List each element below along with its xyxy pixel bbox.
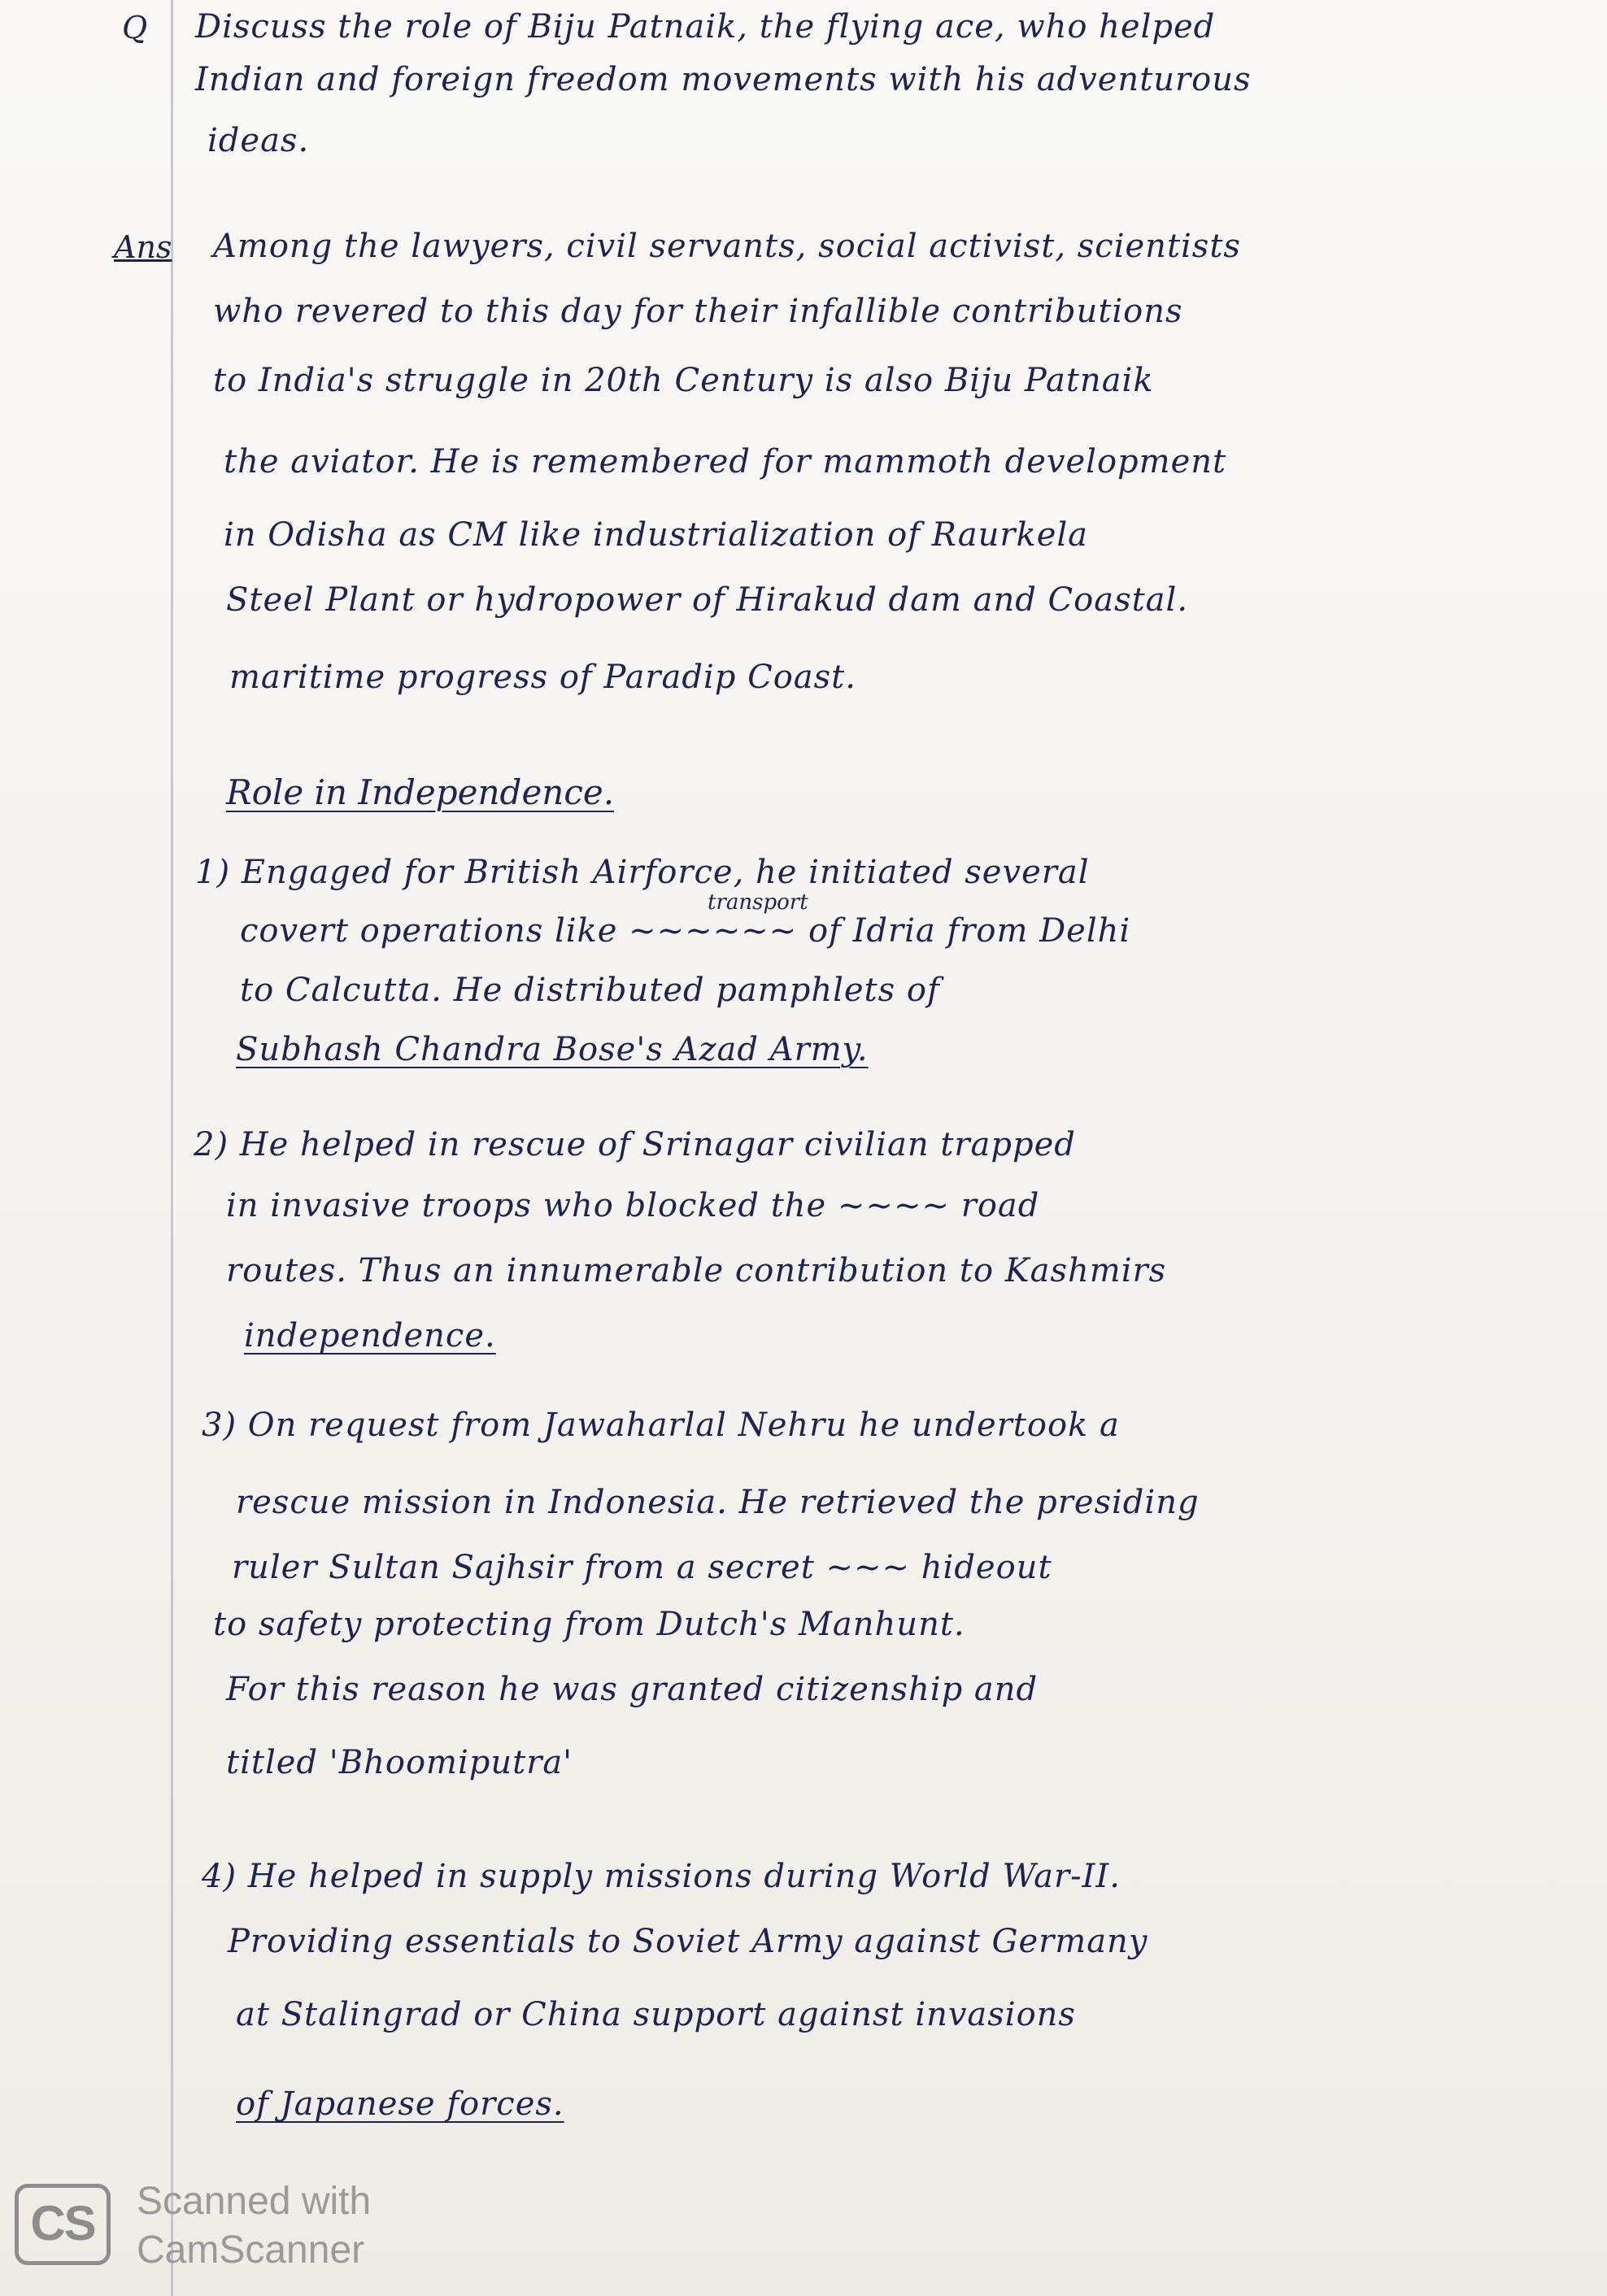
point-4-line-1: 4) He helped in supply missions during World War-II.: [202, 1858, 1121, 1895]
point-1-line-1: 1) Engaged for British Airforce, he initiated several: [195, 854, 1090, 891]
point-3-line-5: For this reason he was granted citizenship and: [226, 1671, 1039, 1708]
answer-line-4: the aviator. He is remembered for mammoth development: [224, 443, 1227, 481]
point-1-line-2: covert operations like ~~~~~~ of Idria from Delhi: [240, 912, 1131, 950]
point-2-line-1: 2) He helped in rescue of Srinagar civilian trapped: [194, 1126, 1076, 1163]
answer-line-5: in Odisha as CM like industrialization of Raurkela: [224, 516, 1089, 554]
camscanner-logo-icon: CS: [15, 2184, 111, 2265]
point-1-line-3: to Calcutta. He distributed pamphlets of: [240, 972, 940, 1009]
watermark-line-2: CamScanner: [137, 2229, 365, 2272]
point-2-line-4: independence.: [244, 1317, 496, 1355]
watermark-line-1: Scanned with: [137, 2180, 372, 2223]
point-3-line-2: rescue mission in Indonesia. He retrieved the presiding: [236, 1484, 1200, 1521]
camscanner-watermark: [15, 2179, 438, 2276]
answer-line-6: Steel Plant or hydropower of Hirakud dam and Coastal.: [226, 581, 1189, 619]
answer-line-3: to India's struggle in 20th Century is also Biju Patnaik: [213, 362, 1154, 399]
answer-line-1: Among the lawyers, civil servants, social activist, scientists: [213, 228, 1241, 265]
point-1-insertion: transport: [708, 890, 808, 915]
point-3-line-6: titled 'Bhoomiputra': [226, 1744, 573, 1781]
point-3-line-4: to safety protecting from Dutch's Manhunt.: [213, 1606, 965, 1643]
point-4-line-2: Providing essentials to Soviet Army against Germany: [228, 1923, 1148, 1960]
answer-marker: Ans: [114, 229, 172, 265]
point-1-line-4: Subhash Chandra Bose's Azad Army.: [236, 1031, 869, 1068]
point-4-line-4: of Japanese forces.: [236, 2085, 564, 2123]
margin-rule: [171, 0, 173, 2296]
answer-line-2: who revered to this day for their infallible contributions: [213, 293, 1183, 330]
question-line-2: Indian and foreign freedom movements with his adventurous: [195, 61, 1252, 98]
point-2-line-2: in invasive troops who blocked the ~~~~ road: [226, 1187, 1040, 1224]
point-4-line-3: at Stalingrad or China support against invasions: [236, 1996, 1076, 2033]
question-line-3: ideas.: [207, 122, 310, 159]
point-3-line-3: ruler Sultan Sajhsir from a secret ~~~ hideout: [232, 1549, 1052, 1586]
question-line-1: Discuss the role of Biju Patnaik, the flying ace, who helped: [195, 8, 1216, 46]
question-marker: Q: [122, 10, 148, 46]
answer-line-7: maritime progress of Paradip Coast.: [229, 659, 856, 696]
section-heading: Role in Independence.: [226, 772, 615, 812]
point-2-line-3: routes. Thus an innumerable contribution to Kashmirs: [226, 1252, 1167, 1289]
point-3-line-1: 3) On request from Jawaharlal Nehru he undertook a: [202, 1407, 1120, 1444]
